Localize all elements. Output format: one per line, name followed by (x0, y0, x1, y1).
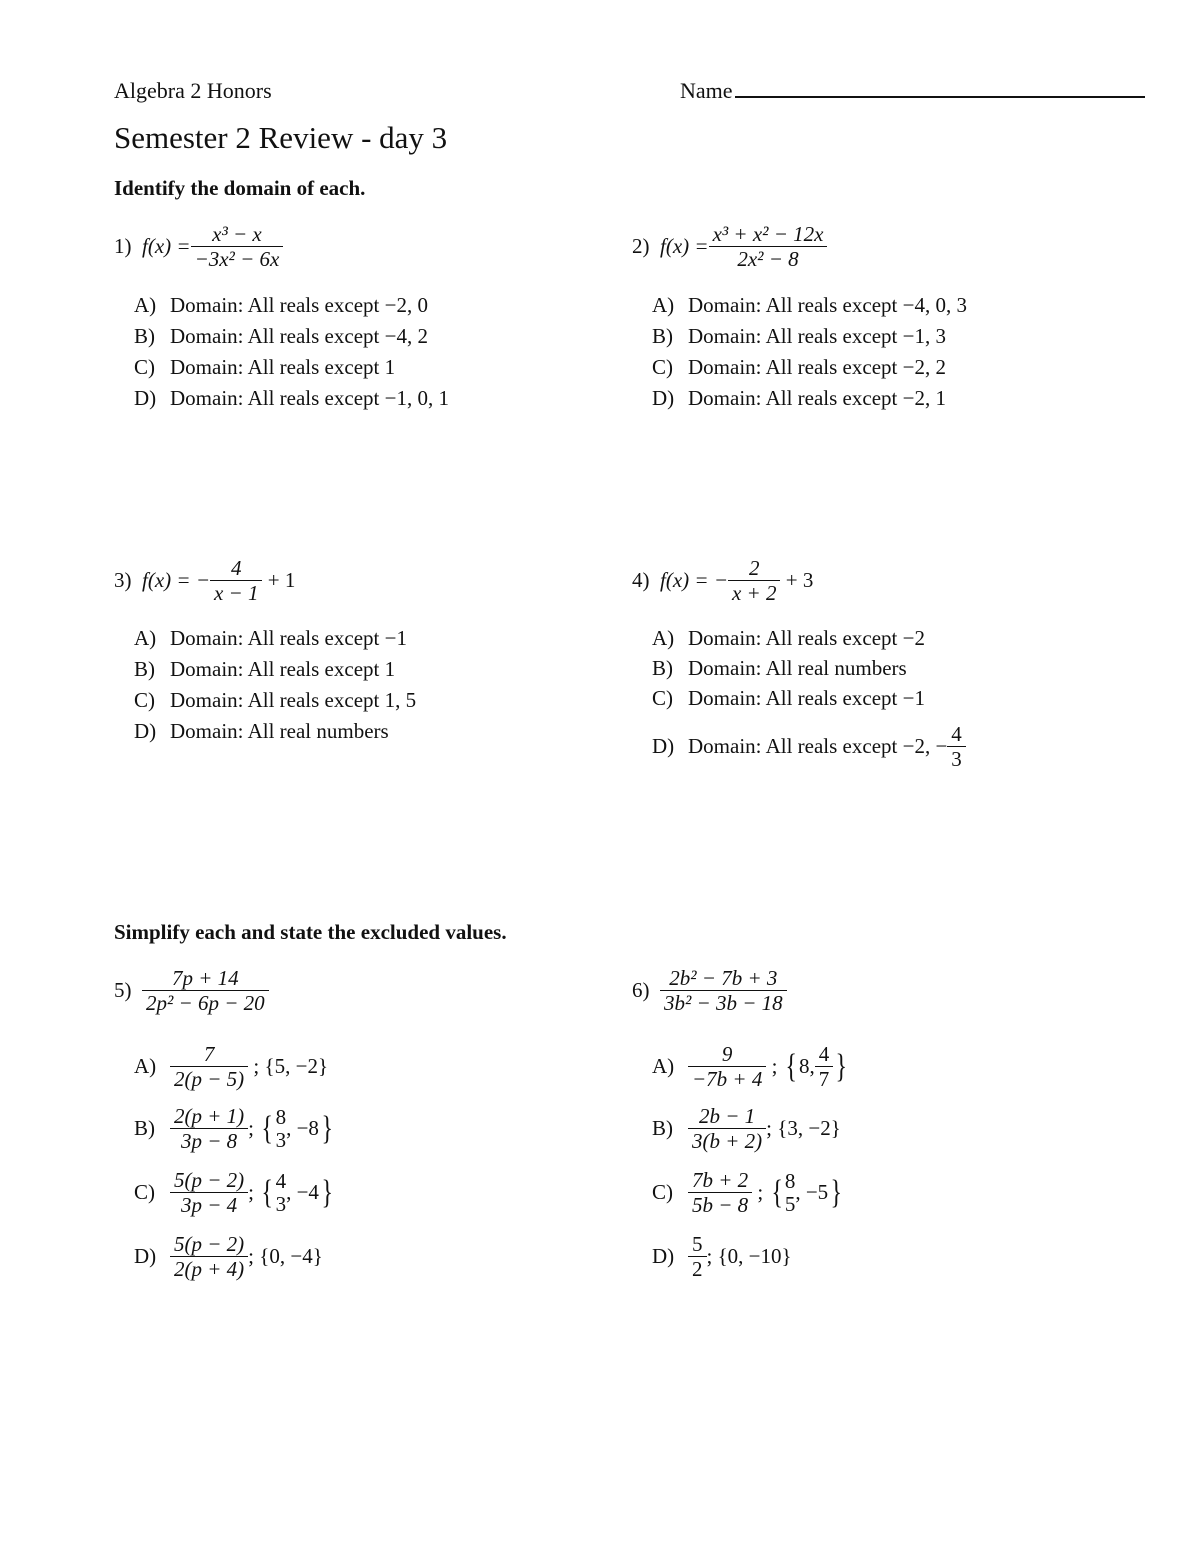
choice-letter: B) (652, 1116, 673, 1141)
denominator: 2(p − 5) (170, 1066, 248, 1091)
choice-letter: A) (652, 1054, 675, 1079)
denominator: x + 2 (728, 580, 781, 605)
excluded-values: {3, −2} (777, 1116, 841, 1141)
excluded-values: , −8 (286, 1116, 319, 1141)
choice-letter: D) (134, 719, 157, 743)
choice-letter: D) (134, 1244, 157, 1269)
excluded-values: {0, −4} (259, 1244, 323, 1269)
choice-letter: C) (652, 686, 673, 710)
choice-letter: C) (652, 1180, 673, 1205)
numerator: x³ + x² − 12x (712, 222, 824, 246)
denominator: 5b − 8 (688, 1192, 752, 1217)
choice-letter: B) (134, 1116, 155, 1141)
fraction (947, 722, 966, 771)
name-label: Name (680, 78, 733, 103)
choice-d[interactable] (652, 386, 967, 417)
numerator: 5 (692, 1232, 703, 1256)
right-brace-icon: } (321, 1109, 333, 1147)
denominator: 2 (688, 1256, 707, 1281)
question-6-stem (632, 966, 787, 1015)
question-3-choices (134, 626, 416, 750)
choice-b[interactable] (134, 324, 449, 355)
numerator: 2(p + 1) (174, 1104, 245, 1128)
excluded-values: {5, −2} (264, 1054, 329, 1079)
fraction (688, 1042, 766, 1091)
choice-c[interactable] (652, 686, 966, 716)
choice-letter: A) (652, 626, 675, 650)
numerator: 2b − 1 (699, 1104, 756, 1128)
fraction (660, 966, 787, 1015)
excluded-values: 8, (799, 1054, 815, 1079)
numerator: 8 (784, 1168, 796, 1193)
denominator: 3p − 4 (170, 1192, 248, 1217)
choice-letter: C) (134, 355, 155, 379)
choice-text: Domain: All reals except −2, 0 (170, 293, 428, 317)
choice-text: Domain: All real numbers (688, 656, 907, 680)
numerator: 7 (203, 1042, 215, 1066)
q6-choice-c[interactable]: C) $\frac{7b + 2}{5b - 8}$ ; { 8 5 , −5 } (652, 1168, 843, 1218)
choice-letter: C) (134, 1180, 155, 1205)
fraction (170, 1232, 248, 1281)
q6-choice-d[interactable]: D) $\frac{5}{2}$ ; {0, −10} (652, 1232, 792, 1282)
fraction-no-bar (785, 1170, 796, 1216)
excluded-values: , −5 (795, 1180, 829, 1205)
numerator: 5(p − 2) (174, 1232, 245, 1256)
choice-text: Domain: All reals except 1 (170, 657, 396, 681)
choice-text: Domain: All reals except −2, 2 (688, 355, 946, 379)
left-brace-icon: { (770, 1173, 783, 1211)
numerator: 4 (818, 1042, 830, 1066)
denominator: 3(b + 2) (688, 1128, 766, 1153)
question-number: 2) (632, 234, 650, 259)
numerator: 4 (275, 1168, 287, 1193)
question-number: 5) (114, 978, 132, 1003)
course-name: Algebra 2 Honors (114, 78, 272, 103)
choice-text: Domain: All reals except −1 (688, 686, 925, 710)
choice-letter: A) (134, 293, 157, 317)
fraction (815, 1042, 834, 1091)
fraction-no-bar (276, 1106, 287, 1152)
choice-a[interactable] (134, 626, 416, 657)
choice-b[interactable] (652, 324, 967, 355)
choice-d[interactable] (134, 719, 416, 750)
choice-letter: A) (652, 293, 675, 317)
expression-tail: + 1 (267, 568, 296, 593)
function-label: f(x) = − (660, 568, 728, 593)
section-heading-domain: Identify the domain of each. (114, 176, 366, 200)
choice-c[interactable] (652, 355, 967, 386)
question-number: 6) (632, 978, 650, 1003)
question-number: 3) (114, 568, 132, 593)
denominator: −7b + 4 (688, 1066, 766, 1091)
denominator: x − 1 (210, 580, 263, 605)
choice-letter: B) (652, 656, 673, 680)
choice-c[interactable] (134, 355, 449, 386)
name-field[interactable] (680, 78, 1145, 104)
fraction-no-bar (276, 1170, 287, 1216)
function-label: f(x) = (142, 234, 191, 259)
left-brace-icon: { (261, 1173, 274, 1211)
denominator: 3 (275, 1127, 287, 1152)
numerator: 4 (230, 556, 242, 580)
fraction (688, 1168, 752, 1217)
denominator: 2x² − 8 (709, 246, 828, 271)
choice-letter: D) (652, 734, 675, 759)
q5-choice-b[interactable]: B) $\frac{2(p + 1)}{3p - 8}$ ; { 8 3 , −8 } (134, 1104, 333, 1154)
denominator: 2(p + 4) (170, 1256, 248, 1281)
numerator: 2 (748, 556, 760, 580)
question-3-stem (114, 556, 295, 605)
denominator: 5 (784, 1191, 796, 1216)
numerator: 5(p − 2) (174, 1168, 245, 1192)
denominator: 3b² − 3b − 18 (660, 990, 787, 1015)
choice-letter: A) (134, 626, 157, 650)
excluded-values: , −4 (286, 1180, 319, 1205)
right-brace-icon: } (830, 1173, 843, 1211)
question-1-choices (134, 293, 449, 417)
fraction (688, 1104, 766, 1153)
choice-text: Domain: All reals except −4, 0, 3 (688, 293, 967, 317)
question-5-stem (114, 966, 269, 1015)
choice-text: Domain: All real numbers (170, 719, 389, 743)
fraction (728, 556, 781, 605)
q5-choice-d[interactable]: D) $\frac{5(p - 2)}{2(p + 4)}$ ; {0, −4} (134, 1232, 323, 1282)
fraction (170, 1042, 248, 1091)
numerator: 9 (721, 1042, 733, 1066)
denominator: 7 (815, 1066, 834, 1091)
left-brace-icon: { (261, 1109, 274, 1147)
denominator: 3p − 8 (170, 1128, 248, 1153)
page-title: Semester 2 Review - day 3 (114, 120, 448, 155)
choice-letter: B) (652, 324, 673, 348)
numerator: x³ − x (212, 222, 262, 246)
right-brace-icon: } (835, 1047, 848, 1085)
q6-choice-b[interactable]: B) $\frac{2b - 1}{3(b + 2)}$ ; {3, −2} (652, 1104, 841, 1154)
choice-text: Domain: All reals except −2 (688, 626, 925, 650)
excluded-values: {0, −10} (717, 1244, 792, 1269)
numerator: 7b + 2 (692, 1168, 749, 1192)
choice-text: Domain: All reals except −1 (170, 626, 407, 650)
choice-letter: B) (134, 657, 155, 681)
fraction (170, 1168, 248, 1217)
choice-d[interactable] (652, 722, 966, 771)
fraction (709, 222, 828, 271)
choice-letter: A) (134, 1054, 157, 1079)
choice-text: Domain: All reals except −4, 2 (170, 324, 428, 348)
choice-c[interactable] (134, 688, 416, 719)
q5-choice-a[interactable]: A) $\frac{7}{2(p - 5)}$ ; {5, −2} (134, 1042, 329, 1092)
choice-d[interactable] (134, 386, 449, 417)
denominator: 2p² − 6p − 20 (142, 990, 269, 1015)
choice-a[interactable] (134, 293, 449, 324)
question-2-stem (632, 222, 827, 271)
section-heading-simplify: Simplify each and state the excluded values. (114, 920, 507, 944)
numerator: 7p + 14 (171, 966, 239, 990)
choice-a[interactable] (652, 626, 966, 656)
choice-text: Domain: All reals except −2, − (688, 734, 948, 759)
choice-letter: D) (652, 1244, 675, 1269)
choice-text: Domain: All reals except 1 (170, 355, 396, 379)
choice-letter: B) (134, 324, 155, 348)
numerator: 4 (951, 722, 962, 746)
q6-choice-a[interactable]: A) $\frac{9}{-7b + 4}$ ; { 8, $\frac{4}{7}$ } (652, 1042, 848, 1092)
choice-text: Domain: All reals except 1, 5 (170, 688, 417, 712)
function-label: f(x) = − (142, 568, 210, 593)
fraction (170, 1104, 248, 1153)
numerator: 2b² − 7b + 3 (669, 966, 778, 990)
choice-a[interactable] (652, 293, 967, 324)
choice-letter: C) (134, 688, 155, 712)
question-4-choices (652, 626, 966, 771)
question-4-stem (632, 556, 813, 605)
denominator: 3 (275, 1191, 287, 1216)
denominator: 3 (947, 746, 966, 771)
choice-b[interactable] (134, 657, 416, 688)
choice-text: Domain: All reals except −1, 3 (688, 324, 946, 348)
choice-text: Domain: All reals except −2, 1 (688, 386, 946, 410)
function-label: f(x) = (660, 234, 709, 259)
question-number: 1) (114, 234, 132, 259)
q5-choice-c[interactable]: C) $\frac{5(p - 2)}{3p - 4}$ ; { 4 3 , −4 } (134, 1168, 333, 1218)
choice-b[interactable] (652, 656, 966, 686)
fraction (142, 966, 269, 1015)
choice-text: Domain: All reals except −1, 0, 1 (170, 386, 449, 410)
right-brace-icon: } (321, 1173, 333, 1211)
name-blank-line[interactable] (735, 78, 1145, 98)
choice-letter: D) (134, 386, 157, 410)
question-number: 4) (632, 568, 650, 593)
expression-tail: + 3 (785, 568, 814, 593)
fraction (210, 556, 263, 605)
denominator: −3x² − 6x (191, 246, 284, 271)
left-brace-icon: { (785, 1047, 797, 1085)
question-1-stem (114, 222, 283, 271)
choice-letter: C) (652, 355, 673, 379)
choice-letter: D) (652, 386, 675, 410)
question-2-choices (652, 293, 967, 417)
fraction (688, 1232, 707, 1281)
numerator: 8 (275, 1104, 287, 1129)
fraction (191, 222, 284, 271)
